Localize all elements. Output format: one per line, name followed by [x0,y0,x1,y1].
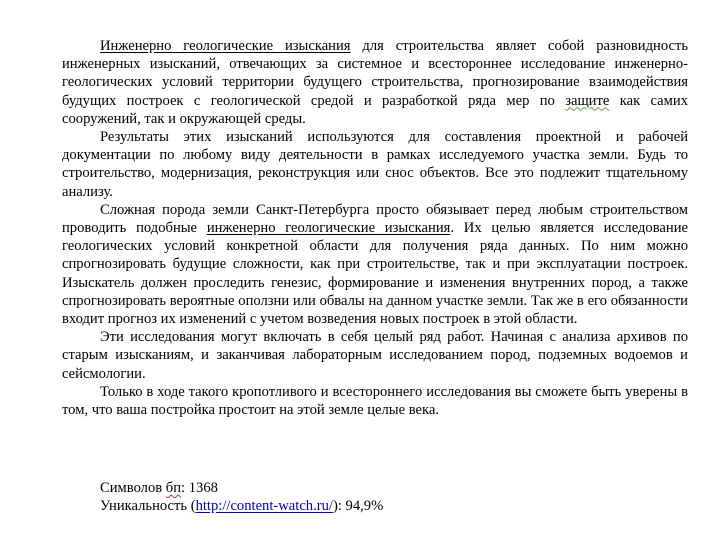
document-body [62,37,688,419]
paragraph-1 [62,37,688,128]
symbol-count-line [100,479,383,497]
paragraph-1-text: для строительства являет собой разновидность инженерных изысканий, отвечающих за системное и всестороннее исследование инженерно-геологических условий территории будущего строительства, прогнозирование взаимодействия будущих построек с геологической средой и разработкой ряда мер по [62,38,689,109]
paragraph-1-text-end: как самих сооружений, так и окружающей среды. [62,92,688,127]
uniqueness-label: Уникальность ( [100,498,196,515]
grammar-flagged-word: защите [565,92,610,109]
paragraph-3 [62,201,688,328]
uniqueness-line [100,497,383,515]
spell-flagged-abbr: бп [165,480,182,496]
symbol-count-value: : 1368 [181,480,218,496]
paragraph-4: Эти исследования могут включать в себя целый ряд работ. Начиная с анализа архивов по старым изысканиям, и заканчивая лабораторным исследованием пород, подземных водоемов и сейсмологии. [62,329,688,382]
paragraph-5: Только в ходе такого кропотливого и всестороннего исследования вы сможете быть уверены в том, что ваша постройка простоит на этой земле целые века. [62,383,688,419]
underlined-term-link[interactable]: Инженерно геологические изыскания [100,38,351,54]
paragraph-3-text-end: . Их целью является исследование геологических условий конкретной области для получения ряда данных. По ним можно спрогнозировать будущие сложности, как при строительстве, так и при эксплуатации построек. Изыскатель должен проследить генезис, формирование и изменения внутренних пород, а также спрогнозировать вероятные оползни или обвалы на данном участке земли. Так же в его обязанности входит прогноз их изменений с учетом возведения новых построек в этой области. [62,220,688,328]
symbol-count-label: Символов [100,480,166,496]
uniqueness-value: ): 94,9% [332,498,384,515]
paragraph-3-text: Сложная порода земли Санкт-Петербурга просто обязывает перед любым строительством проводить подобные [62,201,688,237]
text-statistics [100,479,383,516]
paragraph-2: Результаты этих изысканий используются для составления проектной и рабочей документации по любому виду деятельности в рамках исследуемого участка земли. Будь то строительство, модернизация, реконструкция или снос объектов. Все это подлежит тщательному анализу. [62,129,688,200]
underlined-term-link-2[interactable]: инженерно геологические изыскания [206,220,451,237]
content-watch-link[interactable]: http://content-watch.ru/ [195,498,333,515]
